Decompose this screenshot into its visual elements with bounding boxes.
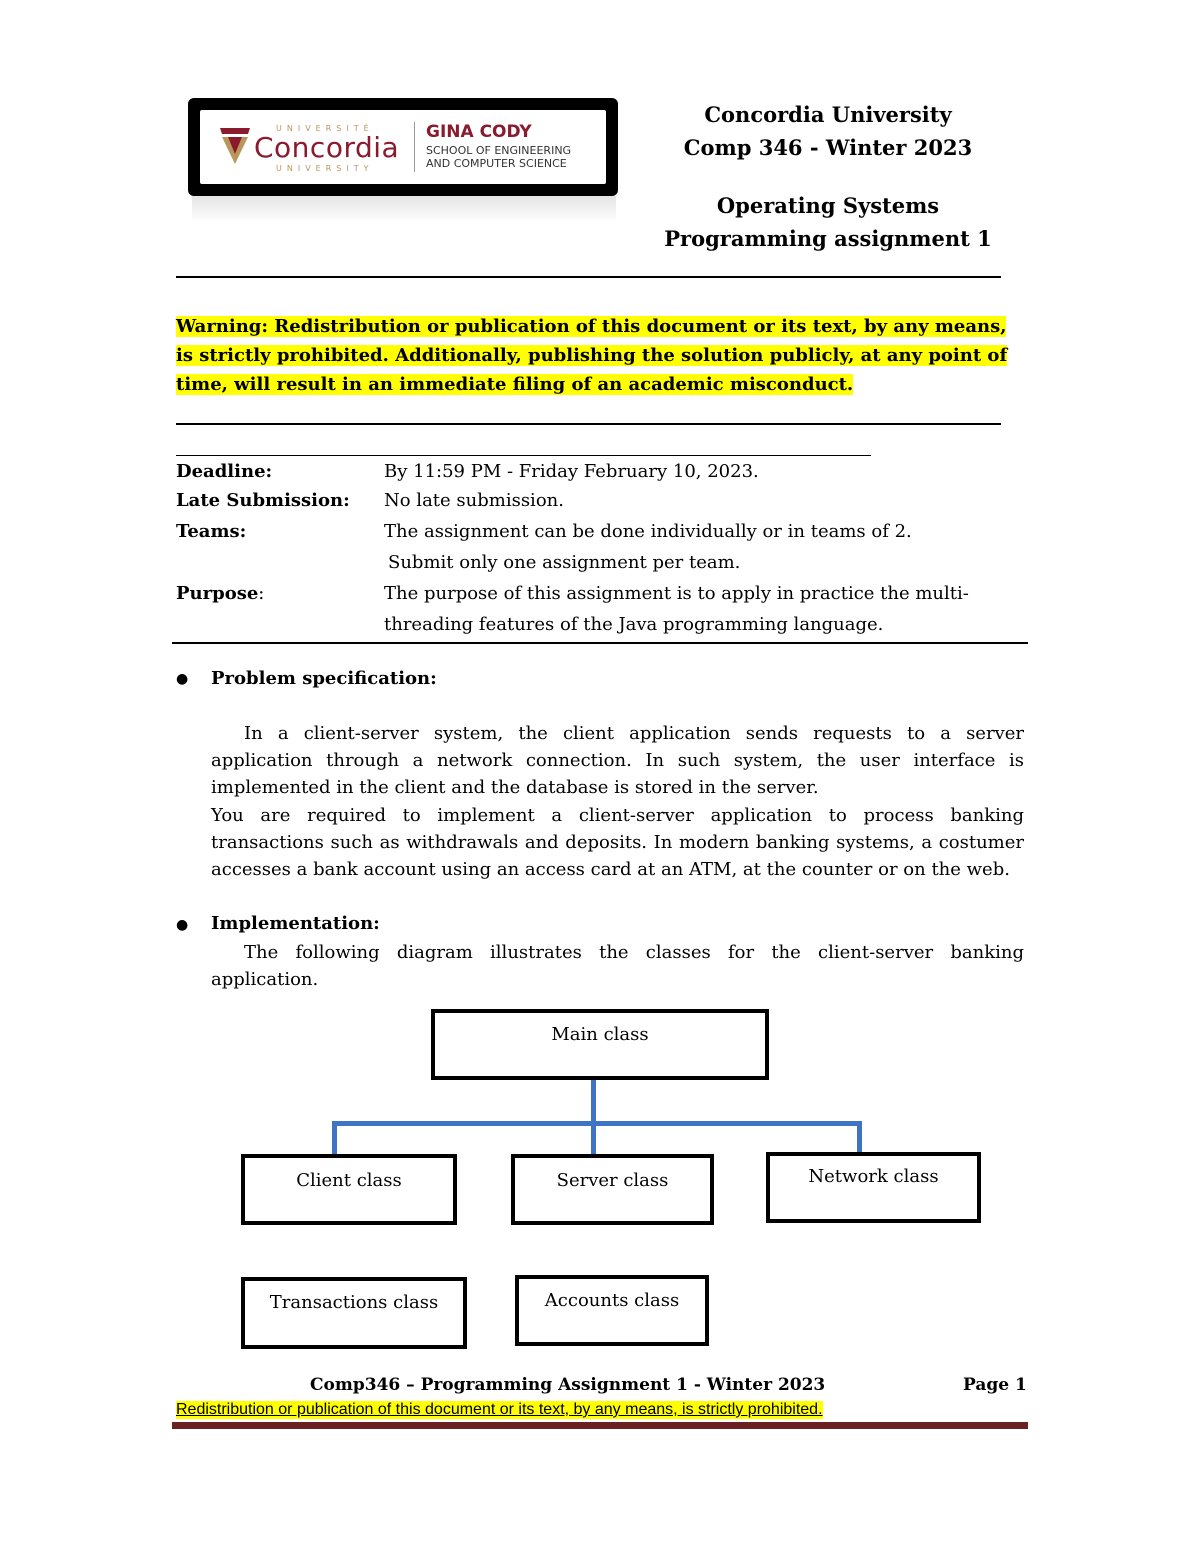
subject-title: Operating Systems [716, 193, 940, 218]
logo-gina-cody-text: GINA CODY [426, 122, 532, 142]
main-class-label: Main class [551, 1024, 649, 1045]
warning-line-2: is strictly prohibited. Additionally, publishing the solution publicly, at any point of [176, 345, 1008, 366]
deadline-label: Deadline: [176, 461, 273, 482]
problem-paragraph-1: In a client-server system, the client application sends requests to a server application through a network connection. In such system, the user interface is implemented in the client and the database is stored in the server. [211, 723, 1024, 798]
purpose-label-colon: : [258, 583, 265, 604]
purpose-label-text: Purpose [176, 583, 259, 604]
info-table-bottom-line [172, 642, 1028, 644]
accounts-class-label: Accounts class [544, 1290, 680, 1311]
connector-horizontal [332, 1121, 862, 1126]
university-name: Concordia University [704, 102, 952, 127]
teams-value-line2: Submit only one assignment per team. [388, 552, 741, 573]
warning-notice [176, 312, 1016, 399]
divider-warning-bottom [176, 423, 1001, 425]
accounts-class-box [515, 1275, 709, 1346]
course-title: Comp 346 - Winter 2023 [683, 135, 973, 160]
footer-divider [172, 1422, 1028, 1429]
implementation-title: Implementation: [211, 913, 380, 934]
divider-top [176, 276, 1001, 278]
network-class-label: Network class [808, 1166, 939, 1187]
warning-line-3: time, will result in an immediate filing of an academic misconduct. [176, 374, 854, 395]
logo-universite-text: UNIVERSITÉ [276, 124, 374, 133]
late-submission-value: No late submission. [384, 490, 564, 511]
logo-concordia-text: Concordia [254, 131, 400, 164]
late-submission-label: Late Submission: [176, 490, 350, 511]
transactions-class-box [241, 1277, 467, 1349]
bullet-icon: ● [176, 671, 189, 687]
client-class-box [241, 1154, 457, 1225]
logo-university-text: UNIVERSITY [276, 164, 374, 173]
transactions-class-label: Transactions class [269, 1292, 439, 1313]
purpose-label [176, 583, 264, 604]
server-class-label: Server class [556, 1170, 669, 1191]
teams-label: Teams: [176, 521, 247, 542]
bullet-icon: ● [176, 917, 189, 933]
connector-client [332, 1121, 337, 1156]
server-class-box [511, 1154, 714, 1225]
connector-main-vertical [591, 1077, 596, 1156]
assignment-title: Programming assignment 1 [664, 226, 992, 251]
footer-redistribution-note: Redistribution or publication of this document or its text, by any means, is strictly prohibited. [176, 1401, 823, 1418]
deadline-value: By 11:59 PM - Friday February 10, 2023. [384, 461, 759, 482]
problem-paragraph-2: You are required to implement a client-server application to process banking transactions such as withdrawals and deposits. In modern banking systems, a costumer accesses a bank account using an access card at an ATM, at the counter or on the web. [211, 805, 1024, 880]
problem-spec-title: Problem specification: [211, 668, 437, 689]
connector-network [857, 1121, 862, 1154]
logo-school-line2: AND COMPUTER SCIENCE [426, 157, 567, 170]
network-class-box [766, 1152, 981, 1223]
purpose-value-line2: threading features of the Java programming language. [384, 614, 884, 635]
logo-reflection [192, 196, 616, 222]
concordia-shield-icon [218, 124, 252, 166]
teams-value-line1: The assignment can be done individually or in teams of 2. [384, 521, 912, 542]
footer-title: Comp346 – Programming Assignment 1 - Winter 2023 [310, 1375, 826, 1395]
main-class-box [431, 1009, 769, 1080]
info-table-top-line [176, 455, 871, 456]
implementation-paragraph: The following diagram illustrates the classes for the client-server banking application. [211, 942, 1024, 990]
logo-school-line1: SCHOOL OF ENGINEERING [426, 144, 572, 157]
logo-school-name [426, 144, 571, 170]
client-class-label: Client class [296, 1170, 402, 1191]
logo-divider [414, 122, 415, 172]
purpose-value-line1: The purpose of this assignment is to apply in practice the multi- [384, 583, 969, 604]
warning-line-1: Warning: Redistribution or publication of this document or its text, by any means, [176, 316, 1007, 337]
page-number: Page 1 [963, 1375, 1027, 1395]
